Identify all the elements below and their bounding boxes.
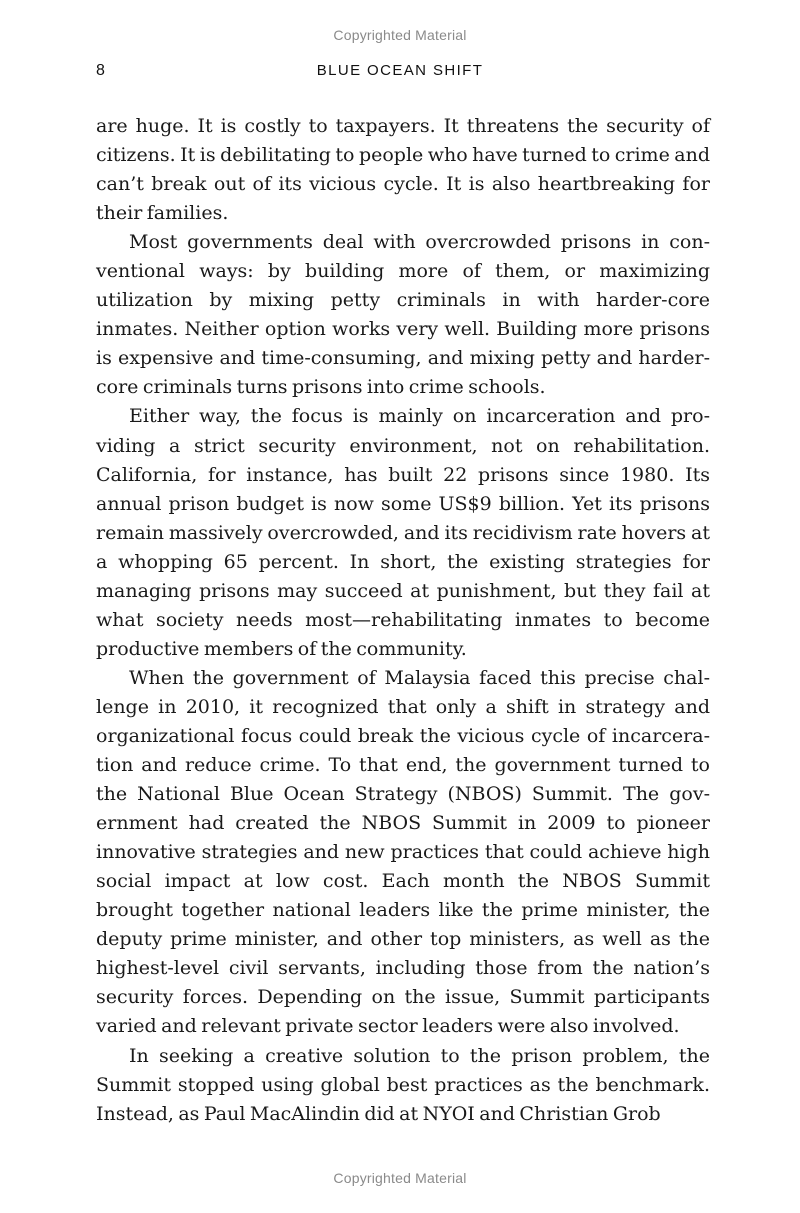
paragraph-3: Either way, the focus is mainly on incarceration and providing a strict security environment, not on rehabilitation. California, for instance, has built 22 prisons since 1980. Its annual prison budget is now some US$9 billion. Yet its prisons remain massively overcrowded, and its recidivism rate hovers at a whopping 65 percent. In short, the existing strategies for managing prisons may succeed at punishment, but they fail at what society needs most—rehabilitating inmates to become productive members of the community. [96, 405, 710, 660]
paragraph-2: Most governments deal with overcrowded prisons in conventional ways: by building more of them, or maximizing utilization by mixing petty criminals in with harder-core inmates. Neither option works very well. Building more prisons is expensive and time-consuming, and mixing petty and harder-core criminals turns prisons into crime schools. [96, 231, 710, 399]
running-head-title: BLUE OCEAN SHIFT [316, 62, 484, 79]
paragraph-5: In seeking a creative solution to the prison problem, the Summit stopped using global best practices as the benchmark. Instead, as Paul MacAlindin did at NYOI and Christian Grob [96, 1044, 710, 1125]
body-text [96, 112, 710, 1129]
copyright-watermark-bottom: Copyrighted Material [333, 1170, 467, 1186]
page-number: 8 [96, 62, 105, 79]
paragraph-1: are huge. It is costly to taxpayers. It threatens the security of citizens. It is debilitating to people who have turned to crime and can’t break out of its vicious cycle. It is also heartbreaking for their families. [96, 115, 710, 225]
copyright-watermark-top: Copyrighted Material [333, 27, 467, 43]
paragraph-4: When the government of Malaysia faced this precise challenge in 2010, it recognized that only a shift in strategy and organizational focus could break the vicious cycle of incarceration and reduce crime. To that end, the government turned to the National Blue Ocean Strategy (NBOS) Summit. The government had created the NBOS Summit in 2009 to pioneer innovative strategies and new practices that could achieve high social impact at low cost. Each month the NBOS Summit brought together national leaders like the prime minister, the deputy prime minister, and other top ministers, as well as the highest-level civil servants, including those from the nation’s security forces. Depending on the issue, Summit participants varied and relevant private sector leaders were also involved. [96, 666, 710, 1038]
